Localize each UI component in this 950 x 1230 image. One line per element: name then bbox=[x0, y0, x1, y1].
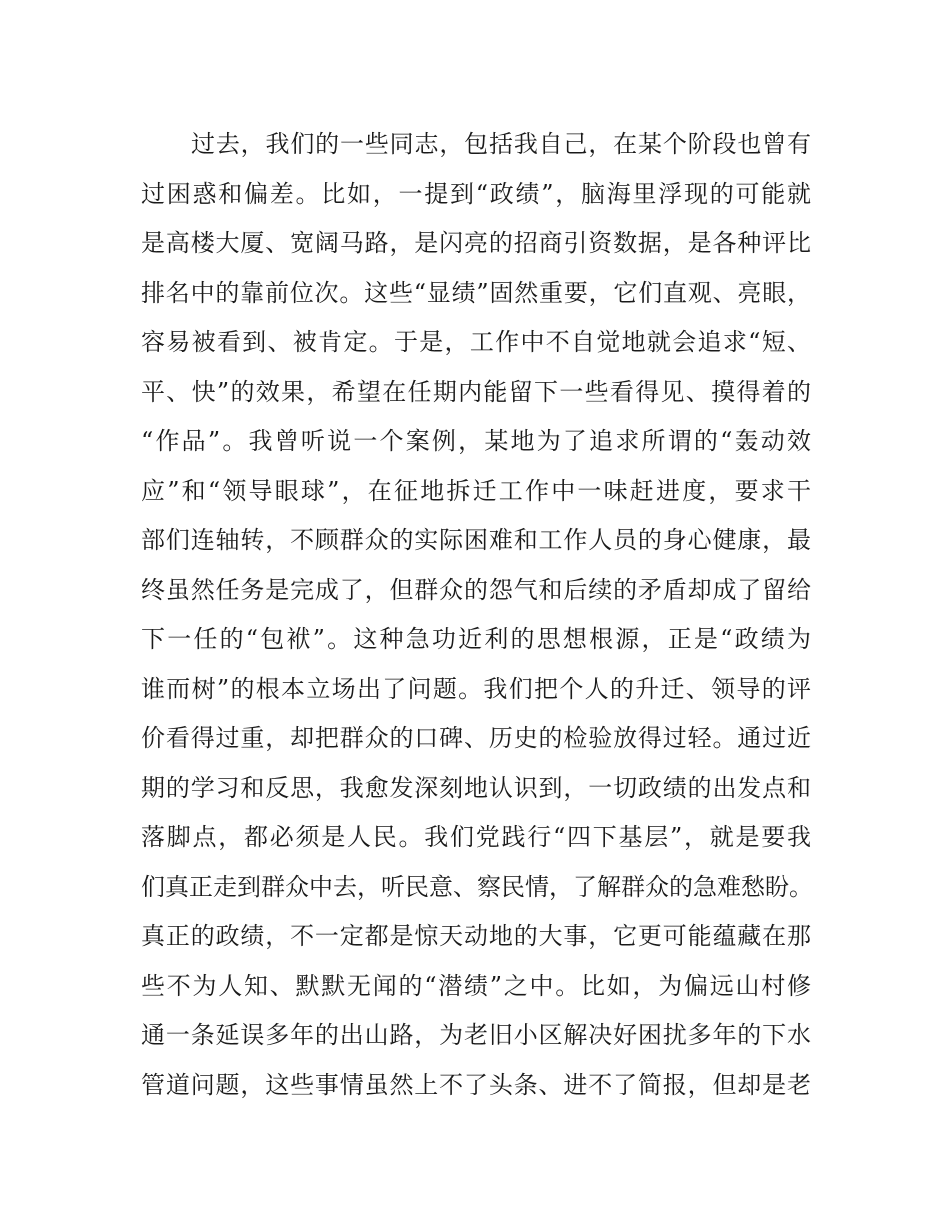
text-line-15: 落脚点，都必须是人民。我们党践行“四下基层”，就是要我 bbox=[141, 823, 811, 851]
text-line-8: 应”和“领导眼球”，在征地拆迁工作中一味赶进度，要求干 bbox=[141, 476, 811, 505]
text-line-11: 下一任的“包袱”。这种急功近利的思想根源，正是“政绩为 bbox=[141, 625, 811, 653]
text-line-6: 平、快”的效果，希望在任期内能留下一些看得见、摸得着的 bbox=[141, 377, 811, 406]
text-line-4: 排名中的靠前位次。这些“显绩”固然重要，它们直观、亮眼， bbox=[141, 278, 811, 307]
text-line-9: 部们连轴转，不顾群众的实际困难和工作人员的身心健康，最 bbox=[141, 526, 811, 554]
text-line-16: 们真正走到群众中去，听民意、察民情，了解群众的急难愁盼。 bbox=[141, 872, 813, 901]
text-line-3: 是高楼大厦、宽阔马路，是闪亮的招商引资数据，是各种评比 bbox=[141, 229, 811, 257]
text-line-2: 过困惑和偏差。比如，一提到“政绩”，脑海里浮现的可能就 bbox=[141, 179, 811, 208]
body-paragraph bbox=[141, 120, 811, 1110]
text-line-1: 过去，我们的一些同志，包括我自己，在某个阶段也曾有 bbox=[191, 130, 811, 158]
text-line-12: 谁而树”的根本立场出了问题。我们把个人的升迁、领导的评 bbox=[141, 674, 811, 703]
text-line-20: 管道问题，这些事情虽然上不了头条、进不了简报，但却是老 bbox=[141, 1070, 811, 1099]
text-line-10: 终虽然任务是完成了，但群众的怨气和后续的矛盾却成了留给 bbox=[141, 575, 811, 604]
text-line-19: 通一条延误多年的出山路，为老旧小区解决好困扰多年的下水 bbox=[141, 1021, 811, 1049]
text-line-18: 些不为人知、默默无闻的“潜绩”之中。比如，为偏远山村修 bbox=[141, 971, 811, 1000]
text-line-5: 容易被看到、被肯定。于是，工作中不自觉地就会追求“短、 bbox=[141, 328, 811, 356]
text-line-7: “作品”。我曾听说一个案例，某地为了追求所谓的“轰动效 bbox=[141, 427, 811, 455]
text-line-17: 真正的政绩，不一定都是惊天动地的大事，它更可能蕴藏在那 bbox=[141, 922, 811, 950]
text-line-14: 期的学习和反思，我愈发深刻地认识到，一切政绩的出发点和 bbox=[141, 773, 811, 802]
text-line-13: 价看得过重，却把群众的口碑、历史的检验放得过轻。通过近 bbox=[141, 724, 811, 752]
